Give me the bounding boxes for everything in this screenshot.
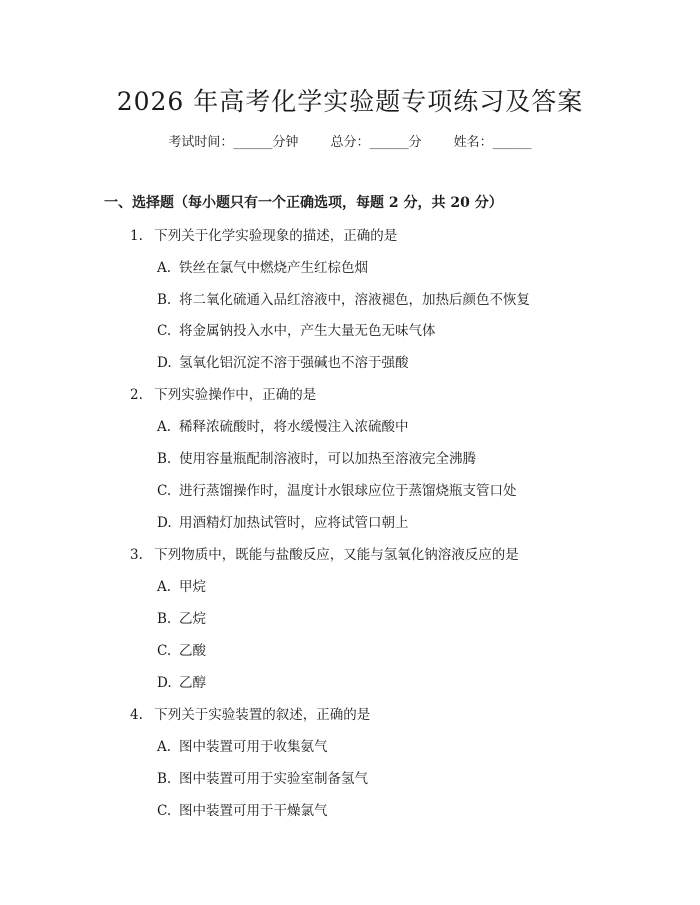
option-2a bbox=[157, 415, 409, 435]
section-title: 一、选择题（每小题只有一个正确选项，每题 2 分，共 20 分） bbox=[104, 195, 503, 211]
option-3d bbox=[157, 671, 206, 691]
option-letter: B. bbox=[157, 451, 172, 467]
option-1a bbox=[157, 256, 368, 276]
option-text: 图中装置可用于实验室制备氢气 bbox=[179, 771, 368, 787]
option-text: 进行蒸馏操作时，温度计水银球应位于蒸馏烧瓶支管口处 bbox=[179, 483, 517, 499]
option-text: 将金属钠投入水中，产生大量无色无味气体 bbox=[179, 323, 436, 339]
question-3 bbox=[130, 543, 519, 563]
option-3c bbox=[157, 639, 206, 659]
question-number: 4. bbox=[130, 707, 143, 723]
option-4b bbox=[157, 767, 368, 787]
question-text: 下列实验操作中，正确的是 bbox=[154, 387, 317, 403]
option-1d bbox=[157, 351, 409, 371]
option-text: 乙酸 bbox=[179, 643, 206, 659]
question-number: 3. bbox=[130, 547, 143, 563]
question-1 bbox=[130, 224, 397, 244]
option-letter: C. bbox=[157, 323, 172, 339]
question-text: 下列关于实验装置的叙述，正确的是 bbox=[154, 707, 371, 723]
option-4c bbox=[157, 799, 328, 819]
student-name: 姓名：______ bbox=[453, 135, 532, 150]
question-number: 2. bbox=[130, 387, 143, 403]
question-2 bbox=[130, 383, 316, 403]
option-4a bbox=[157, 735, 328, 755]
question-text: 下列物质中，既能与盐酸反应，又能与氢氧化钠溶液反应的是 bbox=[154, 547, 519, 563]
option-text: 乙醇 bbox=[179, 675, 206, 691]
option-letter: D. bbox=[157, 675, 172, 691]
option-letter: B. bbox=[157, 611, 172, 627]
option-text: 使用容量瓶配制溶液时，可以加热至溶液完全沸腾 bbox=[179, 451, 476, 467]
option-letter: C. bbox=[157, 803, 172, 819]
option-1c bbox=[157, 319, 436, 339]
option-text: 图中装置可用于干燥氯气 bbox=[179, 803, 328, 819]
option-letter: D. bbox=[157, 355, 172, 371]
exam-meta bbox=[0, 131, 700, 150]
option-letter: B. bbox=[157, 292, 172, 308]
exam-time: 考试时间：______分钟 bbox=[168, 135, 299, 150]
option-text: 氢氧化铝沉淀不溶于强碱也不溶于强酸 bbox=[179, 355, 409, 371]
option-3b bbox=[157, 607, 206, 627]
option-2c bbox=[157, 479, 517, 499]
option-letter: A. bbox=[157, 419, 172, 435]
option-3a bbox=[157, 575, 206, 595]
option-letter: A. bbox=[157, 260, 172, 276]
question-number: 1. bbox=[130, 228, 143, 244]
option-text: 将二氧化硫通入品红溶液中，溶液褪色，加热后颜色不恢复 bbox=[179, 292, 530, 308]
option-text: 乙烷 bbox=[179, 611, 206, 627]
option-1b bbox=[157, 288, 530, 308]
option-letter: D. bbox=[157, 515, 172, 531]
question-4 bbox=[130, 703, 370, 723]
option-letter: A. bbox=[157, 579, 172, 595]
question-text: 下列关于化学实验现象的描述，正确的是 bbox=[154, 228, 398, 244]
option-letter: C. bbox=[157, 643, 172, 659]
option-text: 用酒精灯加热试管时，应将试管口朝上 bbox=[179, 515, 409, 531]
option-letter: B. bbox=[157, 771, 172, 787]
total-score: 总分：______分 bbox=[330, 135, 422, 150]
option-text: 甲烷 bbox=[179, 579, 206, 595]
option-letter: A. bbox=[157, 739, 172, 755]
option-text: 图中装置可用于收集氨气 bbox=[179, 739, 328, 755]
option-2d bbox=[157, 511, 409, 531]
option-letter: C. bbox=[157, 483, 172, 499]
option-text: 稀释浓硫酸时，将水缓慢注入浓硫酸中 bbox=[179, 419, 409, 435]
option-2b bbox=[157, 447, 476, 467]
page-title: 2026 年高考化学实验题专项练习及答案 bbox=[116, 87, 584, 116]
option-text: 铁丝在氯气中燃烧产生红棕色烟 bbox=[179, 260, 368, 276]
